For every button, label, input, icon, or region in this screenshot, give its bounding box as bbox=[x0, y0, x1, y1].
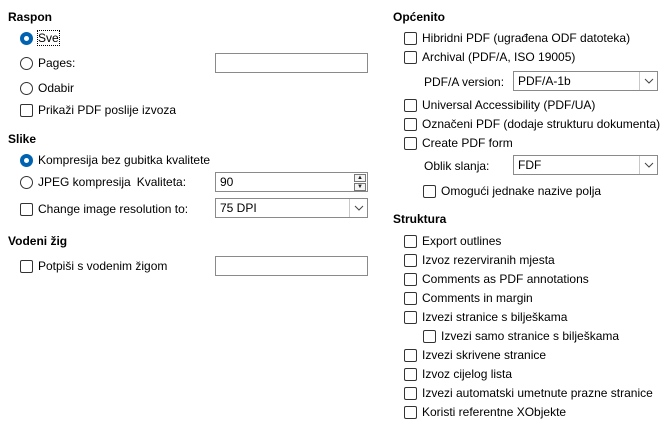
change-resolution-label: Change image resolution to: bbox=[38, 202, 189, 216]
spin-down-icon[interactable]: ▼ bbox=[354, 183, 366, 191]
checkbox-icon bbox=[423, 330, 436, 343]
radio-icon bbox=[20, 57, 33, 70]
whole-sheet-export-label: Izvoz cijelog lista bbox=[422, 367, 513, 381]
radio-lossless[interactable] bbox=[20, 151, 210, 169]
pdfa-version-value: PDF/A-1b bbox=[518, 74, 571, 88]
reference-xobjects-checkbox[interactable] bbox=[404, 403, 566, 421]
submit-format-combobox[interactable] bbox=[513, 155, 658, 175]
general-section-title: Općenito bbox=[393, 10, 446, 24]
watermark-section-title: Vodeni žig bbox=[8, 234, 68, 248]
resolution-value: 75 DPI bbox=[220, 201, 257, 215]
hybrid-pdf-label: Hibridni PDF (ugrađena ODF datoteka) bbox=[422, 31, 631, 45]
pages-input[interactable] bbox=[215, 53, 368, 73]
submit-format-label bbox=[424, 157, 489, 175]
radio-jpeg-label: JPEG kompresija bbox=[38, 175, 131, 189]
radio-all[interactable] bbox=[20, 29, 59, 47]
structure-section-title: Struktura bbox=[393, 212, 447, 226]
sign-watermark-checkbox[interactable] bbox=[20, 257, 167, 275]
checkbox-icon bbox=[404, 99, 417, 112]
create-pdf-form-label: Create PDF form bbox=[422, 136, 513, 150]
chevron-down-icon[interactable] bbox=[639, 72, 657, 90]
allow-duplicate-names-checkbox[interactable] bbox=[423, 182, 601, 200]
export-notes-pages-checkbox[interactable] bbox=[404, 308, 567, 326]
comments-pdf-annotations-checkbox[interactable] bbox=[404, 270, 589, 288]
quality-spinbox[interactable] bbox=[215, 172, 368, 192]
comments-pdf-annotations-label: Comments as PDF annotations bbox=[422, 272, 589, 286]
create-pdf-form-checkbox[interactable] bbox=[404, 134, 513, 152]
checkbox-icon bbox=[404, 292, 417, 305]
export-outlines-checkbox[interactable] bbox=[404, 232, 501, 250]
radio-selection[interactable] bbox=[20, 79, 74, 97]
range-section-title: Raspon bbox=[8, 10, 53, 24]
comments-in-margin-label: Comments in margin bbox=[422, 291, 533, 305]
submit-format-value: FDF bbox=[518, 158, 542, 172]
radio-checked-icon bbox=[20, 32, 33, 45]
export-only-notes-checkbox[interactable] bbox=[423, 327, 619, 345]
pdfa-version-label-text: PDF/A version: bbox=[424, 75, 505, 89]
radio-pages[interactable] bbox=[20, 54, 75, 72]
images-section-title: Slike bbox=[8, 132, 37, 146]
auto-blank-pages-checkbox[interactable] bbox=[404, 384, 653, 402]
checkbox-icon bbox=[404, 387, 417, 400]
chevron-down-icon[interactable] bbox=[639, 156, 657, 174]
checkbox-icon bbox=[20, 104, 33, 117]
radio-pages-label: Pages: bbox=[38, 56, 76, 70]
quality-label: Kvaliteta: bbox=[136, 175, 187, 189]
pdfa-version-combobox[interactable] bbox=[513, 71, 658, 91]
radio-jpeg[interactable] bbox=[20, 173, 186, 191]
allow-duplicate-names-label: Omogući jednake nazive polja bbox=[441, 184, 602, 198]
export-only-notes-label: Izvezi samo stranice s bilješkama bbox=[441, 329, 620, 343]
checkbox-icon bbox=[404, 118, 417, 131]
auto-blank-pages-label: Izvezi automatski umetnute prazne stranice bbox=[422, 386, 653, 400]
checkbox-icon bbox=[404, 51, 417, 64]
sign-watermark-label: Potpiši s vodenim žigom bbox=[38, 259, 168, 273]
radio-icon bbox=[20, 176, 33, 189]
radio-all-label: Sve bbox=[38, 31, 59, 45]
export-placeholders-checkbox[interactable] bbox=[404, 251, 555, 269]
radio-lossless-label: Kompresija bez gubitka kvalitete bbox=[38, 153, 211, 167]
checkbox-icon bbox=[404, 235, 417, 248]
reference-xobjects-label: Koristi referentne XObjekte bbox=[422, 405, 567, 419]
archival-checkbox[interactable] bbox=[404, 48, 575, 66]
checkbox-icon bbox=[404, 273, 417, 286]
radio-selection-label: Odabir bbox=[38, 81, 75, 95]
quality-value: 90 bbox=[220, 175, 234, 189]
resolution-combobox[interactable] bbox=[215, 198, 368, 218]
checkbox-icon bbox=[423, 185, 436, 198]
radio-icon bbox=[20, 82, 33, 95]
checkbox-icon bbox=[404, 349, 417, 362]
universal-accessibility-label: Universal Accessibility (PDF/UA) bbox=[422, 98, 596, 112]
watermark-input[interactable] bbox=[215, 256, 368, 276]
tagged-pdf-checkbox[interactable] bbox=[404, 115, 660, 133]
whole-sheet-export-checkbox[interactable] bbox=[404, 365, 512, 383]
archival-label: Archival (PDF/A, ISO 19005) bbox=[422, 50, 576, 64]
chevron-down-icon[interactable] bbox=[349, 199, 367, 217]
checkbox-icon bbox=[404, 368, 417, 381]
checkbox-icon bbox=[404, 32, 417, 45]
submit-format-label-text: Oblik slanja: bbox=[424, 159, 490, 173]
universal-accessibility-checkbox[interactable] bbox=[404, 96, 595, 114]
tagged-pdf-label: Označeni PDF (dodaje strukturu dokumenta) bbox=[422, 117, 661, 131]
spin-up-icon[interactable]: ▲ bbox=[354, 174, 366, 182]
export-hidden-pages-checkbox[interactable] bbox=[404, 346, 546, 364]
hybrid-pdf-checkbox[interactable] bbox=[404, 29, 630, 47]
export-placeholders-label: Izvoz rezerviranih mjesta bbox=[422, 253, 555, 267]
view-after-export-checkbox[interactable] bbox=[20, 101, 176, 119]
checkbox-icon bbox=[404, 406, 417, 419]
checkbox-icon bbox=[20, 260, 33, 273]
export-outlines-label: Export outlines bbox=[422, 234, 502, 248]
checkbox-icon bbox=[404, 254, 417, 267]
radio-checked-icon bbox=[20, 154, 33, 167]
checkbox-icon bbox=[404, 137, 417, 150]
checkbox-icon bbox=[404, 311, 417, 324]
spin-buttons[interactable] bbox=[354, 174, 366, 190]
export-notes-pages-label: Izvezi stranice s bilješkama bbox=[422, 310, 568, 324]
export-hidden-pages-label: Izvezi skrivene stranice bbox=[422, 348, 547, 362]
change-resolution-checkbox[interactable] bbox=[20, 200, 188, 218]
view-after-export-label: Prikaži PDF poslije izvoza bbox=[38, 103, 177, 117]
comments-in-margin-checkbox[interactable] bbox=[404, 289, 533, 307]
checkbox-icon bbox=[20, 203, 33, 216]
pdfa-version-label bbox=[424, 73, 504, 91]
